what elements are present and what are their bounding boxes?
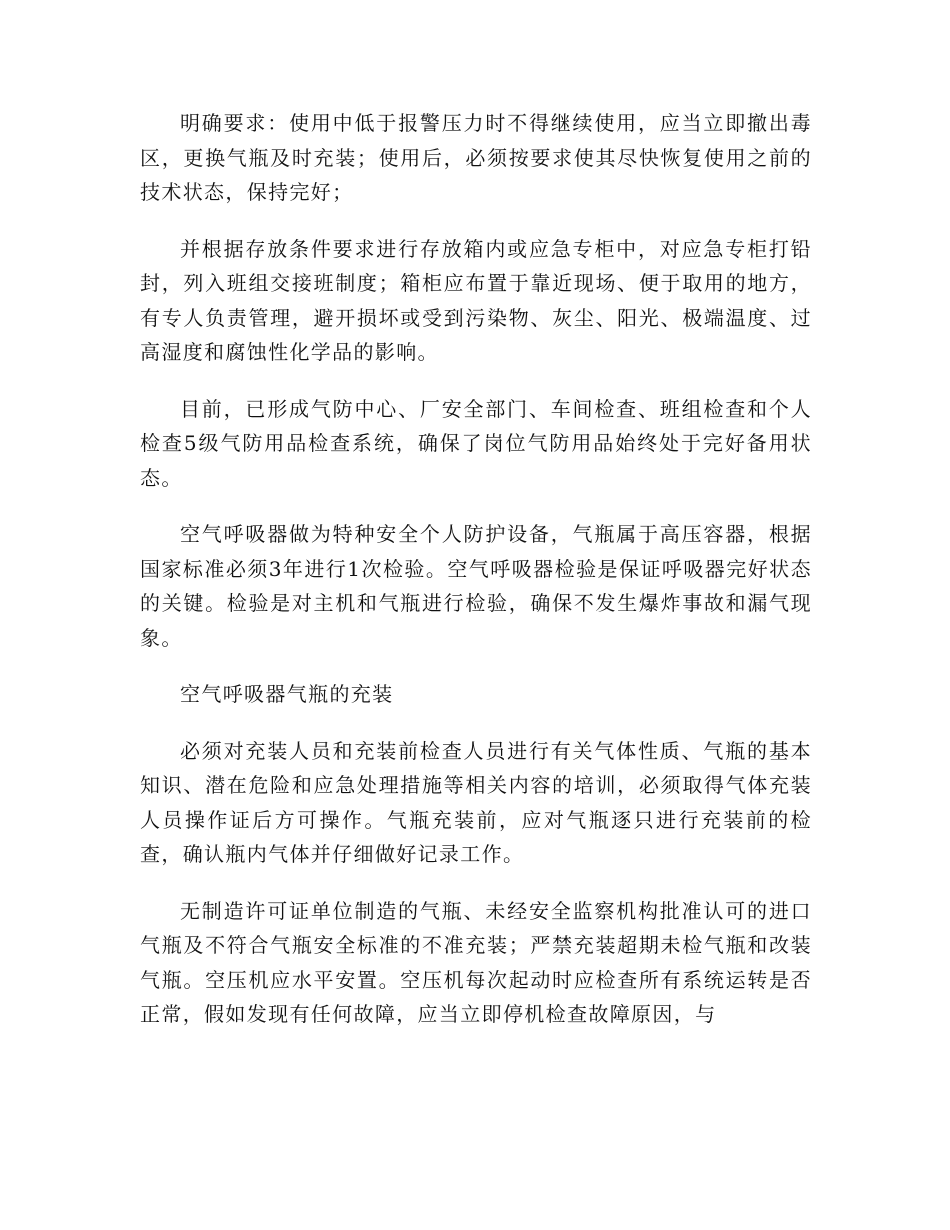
paragraph-5: 必须对充装人员和充装前检查人员进行有关气体性质、气瓶的基本知识、潜在危险和应急处理措施等相关内容的培训，必须取得气体充装人员操作证后方可操作。气瓶充装前，应对气瓶逐只进行充装前的检查，确认瓶内气体并仔细做好记录工作。: [140, 738, 812, 866]
paragraph-6: 无制造许可证单位制造的气瓶、未经安全监察机构批准认可的进口气瓶及不符合气瓶安全标准的不准充装；严禁充装超期未检气瓶和改装气瓶。空压机应水平安置。空压机每次起动时应检查所有系统运转是否正常，假如发现有任何故障，应当立即停机检查故障原因，与: [140, 898, 812, 1026]
paragraph-3: 目前，已形成气防中心、厂安全部门、车间检查、班组检查和个人检查5级气防用品检查系统，确保了岗位气防用品始终处于完好备用状态。: [140, 396, 812, 490]
document-body: [140, 106, 812, 1054]
paragraph-1: 明确要求：使用中低于报警压力时不得继续使用，应当立即撤出毒区，更换气瓶及时充装；使用后，必须按要求使其尽快恢复使用之前的技术状态，保持完好；: [140, 111, 812, 204]
paragraph-2: 并根据存放条件要求进行存放箱内或应急专柜中，对应急专柜打铅封，列入班组交接班制度；箱柜应布置于靠近现场、便于取用的地方，有专人负责管理，避开损坏或受到污染物、灰尘、阳光、极端温度、过高湿度和腐蚀性化学品的影响。: [140, 236, 812, 364]
section-heading: 空气呼吸器气瓶的充装: [180, 682, 394, 706]
paragraph-4: 空气呼吸器做为特种安全个人防护设备，气瓶属于高压容器，根据国家标准必须3年进行1次检验。空气呼吸器检验是保证呼吸器完好状态的关键。检验是对主机和气瓶进行检验，确保不发生爆炸事故和漏气现象。: [140, 522, 812, 650]
